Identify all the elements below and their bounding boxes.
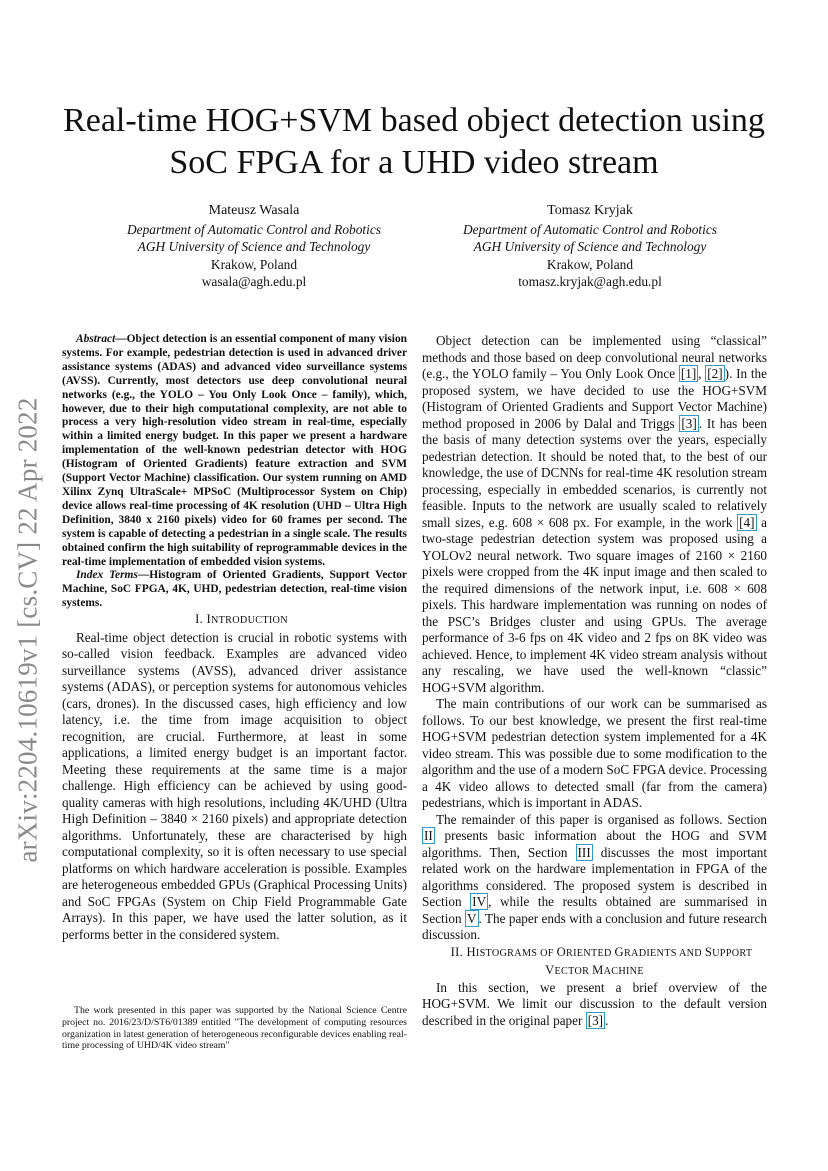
- index-terms-text: —Histogram of Oriented Gradients, Support Vector Machine, SoC FPGA, 4K, UHD, pedestrian detection, real-time vision systems.: [62, 569, 407, 610]
- author-department: Department of Automatic Control and Robotics: [126, 221, 382, 237]
- author-block-2: [420, 202, 760, 291]
- abstract-label: Abstract: [76, 333, 116, 345]
- author-university: AGH University of Science and Technology: [473, 239, 707, 254]
- author-name: Tomasz Kryjak: [547, 203, 633, 218]
- index-terms: [62, 569, 407, 611]
- author-city: Krakow, Poland: [210, 256, 298, 272]
- author-email: wasala@agh.edu.pl: [201, 274, 307, 289]
- author-block-1: [84, 202, 424, 291]
- left-column: [62, 333, 407, 943]
- section-link[interactable]: IV: [472, 894, 487, 909]
- citation-link[interactable]: [3]: [681, 415, 697, 431]
- author-department: Department of Automatic Control and Robotics: [462, 221, 718, 237]
- section-link[interactable]: II: [424, 828, 433, 843]
- funding-footnote: The work presented in this paper was supported by the National Science Centre project no. 2016/23/D/ST6/01389 entitled "The development of computing resources organization in latest generation of heterogeneous reconfigurable devices enabling real-time processing of UHD/4K video stream": [62, 1005, 407, 1052]
- citation-link[interactable]: [2]: [707, 366, 723, 381]
- author-name: Mateusz Wasala: [208, 203, 300, 218]
- paragraph: The remainder of this paper is organised as follows. Section II presents basic information about the HOG and SVM algorithms. Then, Section III discusses the most important related work on the hardware implementation in FPGA of the algorithms considered. The proposed system is described in Section IV , while the results obtained are summarised in Section V . The paper ends with a conclusion and future research discussion.: [422, 811, 768, 942]
- title-line-1: Real-time HOG+SVM based object detection using: [63, 102, 765, 139]
- arxiv-stamp: [8, 360, 48, 900]
- citation-link[interactable]: [4]: [739, 514, 755, 530]
- right-column: [422, 333, 767, 1029]
- abstract-text: —Object detection is an essential component of many vision systems. For example, pedestrian detection is used in advanced driver assistance systems (ADAS) and advanced video surveillance systems (AVSS). Currently, most detectors use deep convolutional neural networks (e.g., the YOLO – You Only Look Once – family), which, however, due to their high computational complexity, are not able to process a very high-resolution video stream in real-time, especially within a limited energy budget. In this paper we present a hardware implementation of the well-known pedestrian detector with HOG (Histogram of Oriented Gradients) feature extraction and SVM (Support Vector Machine) classification. Our system running on AMD Xilinx Zynq UltraScale+ MPSoC (Multiprocessor System on Chip) device allows real-time processing of 4K resolution (UHD – Ultra High Definition, 3840 x 2160 pixels) video for 60 frames per second. The system is capable of detecting a pedestrian in a single scale. The results obtained confirm the high suitability of reprogrammable devices in the real-time implementation of embedded vision systems.: [62, 333, 407, 568]
- paragraph: Object detection can be implemented using “classical” methods and those based on deep convolutional neural networks (e.g., the YOLO family – You Only Look Once [1] , [2] ). In the proposed system, we have decided to use the HOG+SVM (Histogram of Oriented Gradients and Support Vector Machine) method proposed in 2006 by Dalal and Triggs [3] . It has been the basis of many detection systems over the years, especially pedestrian detection. It should be noted that, to the best of our knowledge, the use of DCNNs for real-time 4K resolution stream processing, especially in embedded scenarios, is currently not feasible. Inputs to the network are usually scaled to relatively small sizes, e.g. 608 × 608 px. For example, in the work [4] a two-stage pedestrian detection system was proposed using a YOLOv2 neural network. Two square images of 2160 × 2160 pixels were cropped from the 4K input image and then scaled to the required dimensions of the network input, i.e. 608 × 608 pixels. This hardware implementation was running on nodes of the PSC’s Bridges cluster and using GPUs. The average performance of 3-6 fps on 4K video and 2 fps on 8K video was achieved. Hence, to implement 4K video stream analysis without any rescaling, we have used the well-known “classic” HOG+SVM algorithm.: [422, 333, 767, 695]
- author-email: tomasz.kryjak@agh.edu.pl: [518, 274, 662, 289]
- contributions-paragraph: The main contributions of our work can be summarised as follows. To our best knowledge, we present the first real-time HOG+SVM pedestrian detection system implemented for a 4K video stream. This was possible due to some modification to the algorithm and the use of a modern SoC FPGA device. Processing a 4K video allows to detected small (far from the camera) pedestrians, which is important in ADAS.: [422, 696, 767, 810]
- citation-link[interactable]: [3]: [587, 1012, 604, 1028]
- citation-link[interactable]: [1]: [680, 366, 697, 381]
- arxiv-identifier[interactable]: arXiv:2204.10619v1 [cs.CV] 22 Apr 2022: [12, 397, 43, 863]
- author-university: AGH University of Science and Technology: [137, 239, 371, 254]
- paper-title: [0, 100, 828, 184]
- section-heading-introduction: I. INTRODUCTION: [195, 612, 288, 627]
- section-heading-hog-svm: II. HISTOGRAMS OF ORIENTED GRADIENTS AND SUPPORT VECTOR MACHINE: [450, 944, 753, 977]
- title-line-2: SoC FPGA for a UHD video stream: [169, 144, 659, 181]
- paragraph: In this section, we present a brief overview of the HOG+SVM. We limit our discussion to the default version described in the original paper [3] .: [422, 979, 767, 1028]
- author-city: Krakow, Poland: [546, 256, 634, 272]
- abstract: [62, 333, 407, 569]
- section-link[interactable]: III: [577, 844, 591, 860]
- intro-paragraph: Real-time object detection is crucial in robotic systems with so-called vision feedback. Examples are advanced video surveillance systems (AVSS), advanced driver assistance systems (ADAS), or perception systems for autonomous vehicles (cars, drones). In the discussed cases, high efficiency and low latency, i.e. the time from image acquisition to object recognition, are crucial. Furthermore, at least in some applications, a limited energy budget is an important factor. Meeting these requirements at the same time is a major challenge. High efficiency can be achieved by using good-quality cameras with high resolutions, including 4K/UHD (Ultra High Definition – 3840 × 2160 pixels) and appropriate detection algorithms. Unfortunately, these are characterised by high computational complexity, so it is often necessary to use special platforms on which hardware acceleration is possible. Examples are heterogeneous embedded GPUs (Graphical Processing Units) and SoC FPGAs (System on Chip Field Programmable Gate Arrays). In this paper, we have used the latter solution, as it performs better in the considered system.: [62, 629, 407, 942]
- index-terms-label: Index Terms: [76, 569, 138, 582]
- section-link[interactable]: V: [466, 910, 477, 926]
